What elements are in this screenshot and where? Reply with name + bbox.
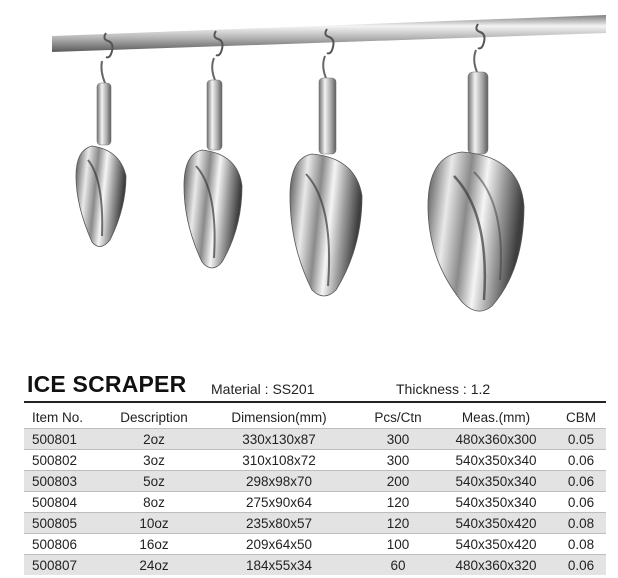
cell-meas: 540x350x340 (455, 452, 537, 468)
cell-cbm: 0.06 (556, 471, 606, 492)
cell-dimension: 235x80x57 (198, 513, 360, 534)
cell-pcs-ctn: 100 (386, 536, 410, 552)
ice-scoop-icon (184, 31, 242, 268)
cell-item-no: 500804 (32, 494, 78, 510)
cell-pcs-ctn: 120 (386, 494, 410, 510)
header-pcs-ctn: Pcs/Ctn (374, 409, 422, 425)
cell-pcs-ctn: 300 (386, 452, 410, 468)
cell-description: 10oz (110, 513, 198, 534)
cell-item-no: 500802 (32, 452, 78, 468)
cell-cbm: 0.05 (556, 429, 606, 450)
material-label: Material : SS201 (211, 381, 315, 397)
cell-cbm: 0.06 (556, 555, 606, 576)
cell-cbm: 0.08 (556, 513, 606, 534)
cell-pcs-ctn: 200 (360, 471, 436, 492)
cell-description: 24oz (110, 555, 198, 576)
cell-cbm: 0.06 (567, 494, 595, 510)
cell-item-no: 500803 (24, 471, 110, 492)
cell-item-no: 500806 (32, 536, 78, 552)
cell-pcs-ctn: 300 (360, 429, 436, 450)
header-description: Description (120, 409, 188, 425)
table-row (24, 471, 606, 492)
cell-meas: 540x350x420 (436, 513, 556, 534)
cell-item-no: 500807 (24, 555, 110, 576)
header-cbm: CBM (566, 409, 596, 425)
cell-dimension: 298x98x70 (198, 471, 360, 492)
cell-meas: 540x350x340 (436, 471, 556, 492)
table-row (24, 513, 606, 534)
cell-description: 2oz (110, 429, 198, 450)
product-title: ICE SCRAPER (27, 371, 187, 397)
cell-description: 8oz (143, 494, 165, 510)
cell-dimension: 184x55x34 (198, 555, 360, 576)
header-meas: Meas.(mm) (461, 409, 531, 425)
cell-meas: 540x350x420 (455, 536, 537, 552)
thickness-label: Thickness : 1.2 (396, 381, 491, 397)
cell-pcs-ctn: 60 (360, 555, 436, 576)
cell-cbm: 0.06 (567, 452, 595, 468)
cell-meas: 540x350x340 (455, 494, 537, 510)
cell-dimension: 209x64x50 (245, 536, 313, 552)
cell-item-no: 500805 (24, 513, 110, 534)
cell-meas: 480x360x300 (436, 429, 556, 450)
cell-meas: 480x360x320 (436, 555, 556, 576)
spec-table (24, 406, 606, 575)
table-row (24, 450, 606, 471)
header-dimension: Dimension(mm) (231, 409, 327, 425)
table-row (24, 492, 606, 513)
table-top-rule (24, 401, 606, 403)
cell-description: 16oz (139, 536, 169, 552)
cell-pcs-ctn: 120 (360, 513, 436, 534)
table-row (24, 555, 606, 576)
table-row (24, 429, 606, 450)
ice-scoop-icon (428, 24, 524, 311)
cell-dimension: 310x108x72 (242, 452, 316, 468)
hanging-rail-icon (52, 15, 606, 52)
cell-description: 3oz (143, 452, 165, 468)
header-item-no: Item No. (32, 409, 84, 425)
cell-dimension: 330x130x87 (198, 429, 360, 450)
cell-item-no: 500801 (24, 429, 110, 450)
table-row (24, 534, 606, 555)
table-header-row (24, 406, 606, 429)
cell-cbm: 0.08 (567, 536, 595, 552)
ice-scoop-icon (290, 29, 362, 296)
cell-description: 5oz (110, 471, 198, 492)
ice-scoop-icon (76, 33, 126, 247)
cell-dimension: 275x90x64 (245, 494, 313, 510)
